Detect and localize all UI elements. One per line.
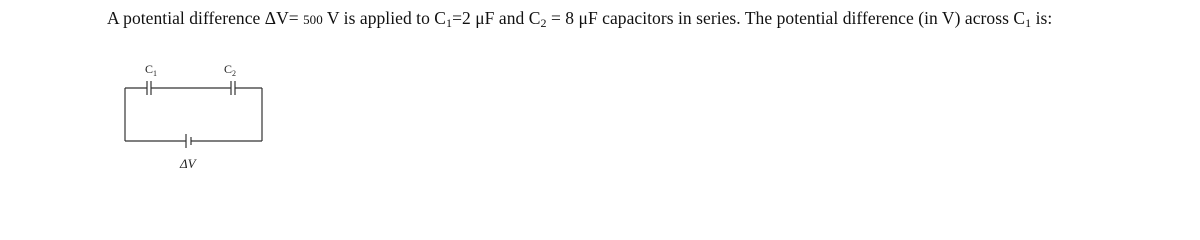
c1-subscript: 1 [446,16,453,30]
question-part3: =2 μF and C [452,8,541,28]
question-part1: A potential difference ΔV= [107,8,304,28]
dv-value: 500 [303,12,323,27]
circuit-svg [118,55,278,180]
question-part4: = 8 μF capacitors in series. The potential difference (in V) across C [546,8,1026,28]
question-text [107,8,1052,29]
c2-subscript: 2 [540,16,547,30]
battery-label: ΔV [180,156,196,171]
circuit-diagram [118,55,278,180]
c2-label: $C_2$ [224,62,237,78]
question-part5: is: [1031,8,1053,28]
question-part2: V is applied to C [322,8,447,28]
c1-subscript-b: 1 [1025,16,1032,30]
c1-label: $C_1$ [145,62,158,78]
